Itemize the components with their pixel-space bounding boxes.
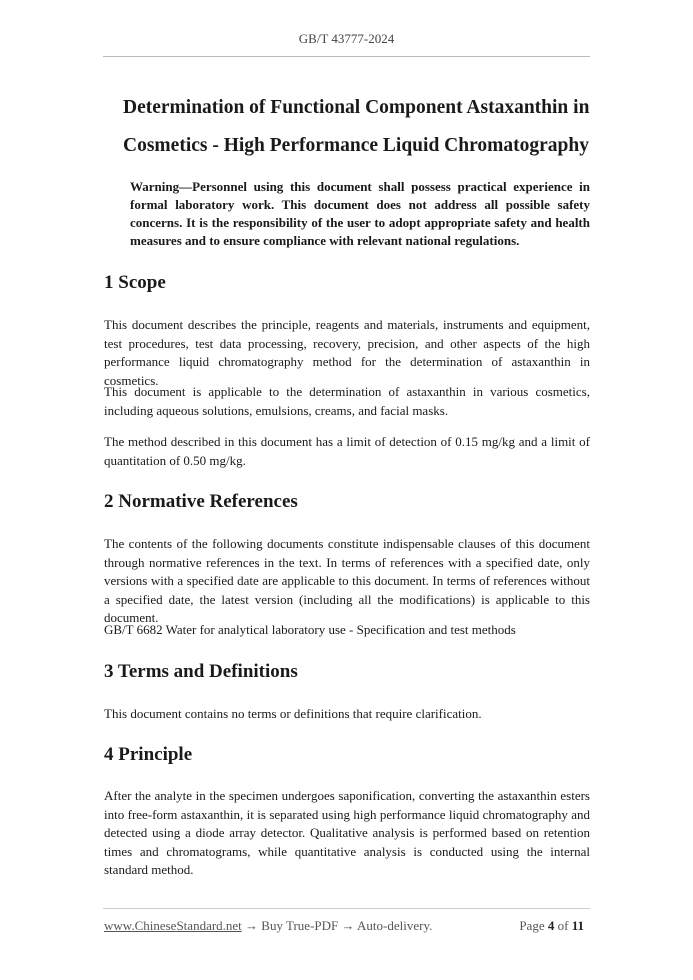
document-title-line-2: Cosmetics - High Performance Liquid Chromatography xyxy=(123,135,589,156)
page-of-label: of xyxy=(557,918,569,933)
page-number xyxy=(519,918,584,934)
principle-paragraph-1: After the analyte in the specimen undergoes saponification, converting the astaxanthin esters into free-form astaxanthin, it is separated using high performance liquid chromatography and detected using a diode array detector. Qualitative analysis is performed based on retention times and chromatograms, while quantitative analysis is conducted using the internal standard method. xyxy=(104,788,590,877)
terms-paragraph-1: This document contains no terms or definitions that require clarification. xyxy=(104,706,482,721)
footer-tagline: → Buy True-PDF → Auto-delivery. xyxy=(241,918,433,933)
document-title-line-1: Determination of Functional Component Astaxanthin in xyxy=(123,97,590,118)
scope-paragraph-2: This document is applicable to the determination of astaxanthin in various cosmetics, including aqueous solutions, emulsions, creams, and facial masks. xyxy=(104,384,590,418)
scope-paragraph-1: This document describes the principle, reagents and materials, instruments and equipment, test procedures, test data processing, recovery, precision, and other aspects of the high performance liquid chromatography method for the determination of astaxanthin in cosmetics. xyxy=(104,317,590,388)
scope-paragraph-3: The method described in this document has a limit of detection of 0.15 mg/kg and a limit of quantitation of 0.50 mg/kg. xyxy=(104,434,590,468)
running-header: GB/T 43777-2024 xyxy=(298,31,395,46)
page-label: Page xyxy=(519,918,545,933)
references-paragraph-1: The contents of the following documents constitute indispensable clauses of this document through normative references in the text. In terms of references with a specified date, only versions with a specified date are applicable to this document. In terms of references without a specified date, the latest version (including all the modifications) is applicable to this document. xyxy=(104,536,590,625)
header-divider xyxy=(103,56,590,57)
section-heading-normative-references: 2 Normative References xyxy=(104,491,298,512)
section-heading-scope: 1 Scope xyxy=(104,272,166,293)
warning-notice: Warning—Personnel using this document shall possess practical experience in formal laboratory work. This document does not address all possible safety concerns. It is the responsibility of the user to adopt appropriate safety and health measures and to ensure compliance with relevant national regulations. xyxy=(130,179,590,248)
page-current: 4 xyxy=(547,918,555,933)
section-heading-terms-definitions: 3 Terms and Definitions xyxy=(104,661,298,682)
references-item-gbt-6682: GB/T 6682 Water for analytical laboratory use - Specification and test methods xyxy=(104,622,516,637)
section-heading-principle: 4 Principle xyxy=(104,744,193,765)
footer-left xyxy=(104,918,432,934)
page-total: 11 xyxy=(571,918,584,933)
site-link[interactable]: www.ChineseStandard.net xyxy=(104,918,242,933)
footer-divider xyxy=(103,908,590,909)
